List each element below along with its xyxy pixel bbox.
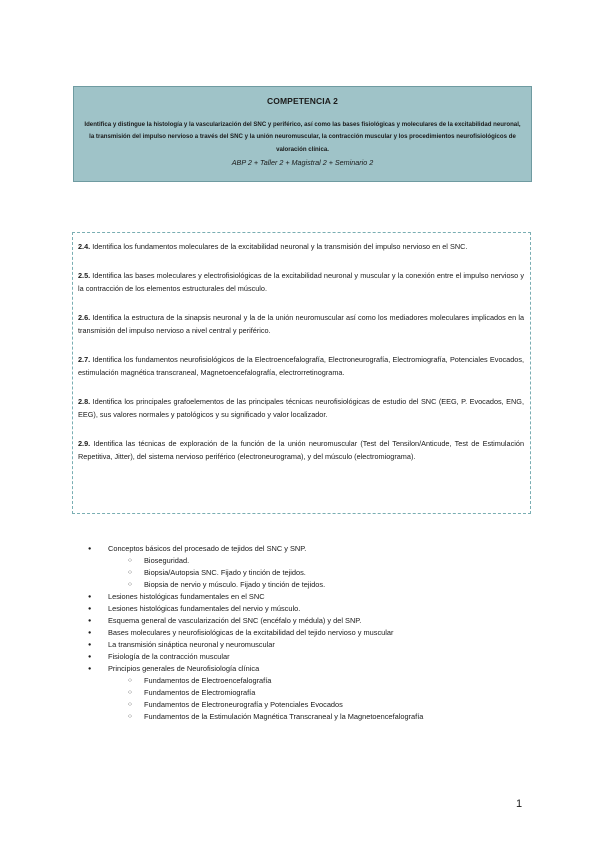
- topic-item: ● La transmisión sináptica neuronal y neuromuscular: [88, 639, 528, 651]
- subtopic-item: ○ Biopsia de nervio y músculo. Fijado y tinción de tejidos.: [88, 579, 528, 591]
- objective-number: 2.5.: [78, 271, 91, 280]
- objective-item: [78, 353, 524, 379]
- topic-item: ● Lesiones histológicas fundamentales del nervio y músculo.: [88, 603, 528, 615]
- objective-item: [78, 240, 524, 253]
- topic-item: ● Conceptos básicos del procesado de tejidos del SNC y SNP.: [88, 543, 528, 555]
- topics-list: [88, 543, 528, 723]
- topic-item: ● Esquema general de vascularización del SNC (encéfalo y médula) y del SNP.: [88, 615, 528, 627]
- objective-number: 2.9.: [78, 439, 91, 448]
- subtopic-item: ○ Bioseguridad.: [88, 555, 528, 567]
- objective-number: 2.4.: [78, 242, 91, 251]
- subtopic-item: ○ Fundamentos de la Estimulación Magnética Transcraneal y la Magnetoencefalografía: [88, 711, 528, 723]
- objective-text: Identifica los fundamentos neurofisiológicos de la Electroencefalografía, Electroneurografía, Electromiografía, Potenciales Evocados, estimulación magnética transcraneal, Magnetoencefalografía, electrorretinograma.: [78, 355, 525, 377]
- competencia-box: [73, 86, 532, 182]
- subtopic-item: ○ Biopsia/Autopsia SNC. Fijado y tinción de tejidos.: [88, 567, 528, 579]
- objective-number: 2.8.: [78, 397, 91, 406]
- objective-item: [78, 311, 524, 337]
- topic-item: ● Fisiología de la contracción muscular: [88, 651, 528, 663]
- objective-number: 2.6.: [78, 313, 91, 322]
- topic-item: ● Lesiones histológicas fundamentales en el SNC: [88, 591, 528, 603]
- objective-number: 2.7.: [78, 355, 91, 364]
- subtopic-item: ○ Fundamentos de Electroencefalografía: [88, 675, 528, 687]
- objective-text: Identifica la estructura de la sinapsis neuronal y la de la unión neuromuscular así como los mediadores moleculares implicados en la transmisión del impulso nervioso a nivel central y periférico.: [78, 313, 525, 335]
- objective-item: [78, 269, 524, 295]
- topic-item: ● Bases moleculares y neurofisiológicas de la excitabilidad del tejido nervioso y muscular: [88, 627, 528, 639]
- competencia-activities: ABP 2 + Taller 2 + Magistral 2 + Seminario 2: [231, 157, 374, 167]
- competencia-title: COMPETENCIA 2: [267, 96, 338, 106]
- competencia-description: Identifica y distingue la histología y la vascularización del SNC y periférico, así como las bases fisiológicas y moleculares de la excitabilidad neuronal, la transmisión del impulso nervioso a través del SNC y la unión neuromuscular, la contracción muscular y los procedimientos neurofisiológicos de valoración clínica.: [84, 121, 521, 153]
- subtopic-item: ○ Fundamentos de Electromiografía: [88, 687, 528, 699]
- objective-text: Identifica las bases moleculares y electrofisiológicas de la excitabilidad neuronal y muscular y la conexión entre el impulso nervioso y la contracción de los elementos estructurales del músculo.: [78, 271, 524, 293]
- topic-item: ● Principios generales de Neurofisiología clínica: [88, 663, 528, 675]
- objective-item: [78, 437, 524, 463]
- objective-text: Identifica los fundamentos moleculares de la excitabilidad neuronal y la transmisión del impulso nervioso en el SNC.: [92, 242, 468, 251]
- page-number: 1: [516, 798, 523, 810]
- subtopic-item: ○ Fundamentos de Electroneurografía y Potenciales Evocados: [88, 699, 528, 711]
- objective-text: Identifica los principales grafoelementos de las principales técnicas neurofisiológicas de estudio del SNC (EEG, P. Evocados, ENG, EEG), sus valores normales y patológicos y su significado y valor localizador.: [78, 397, 524, 419]
- objective-text: Identifica las técnicas de exploración de la función de la unión neuromuscular (Test del Tensilon/Anticude, Test de Estimulación Repetitiva, Jitter), del sistema nervioso periférico (electroneurograma), y del músculo (electromiograma).: [78, 439, 524, 461]
- objective-item: [78, 395, 524, 421]
- objectives-box: [72, 232, 531, 514]
